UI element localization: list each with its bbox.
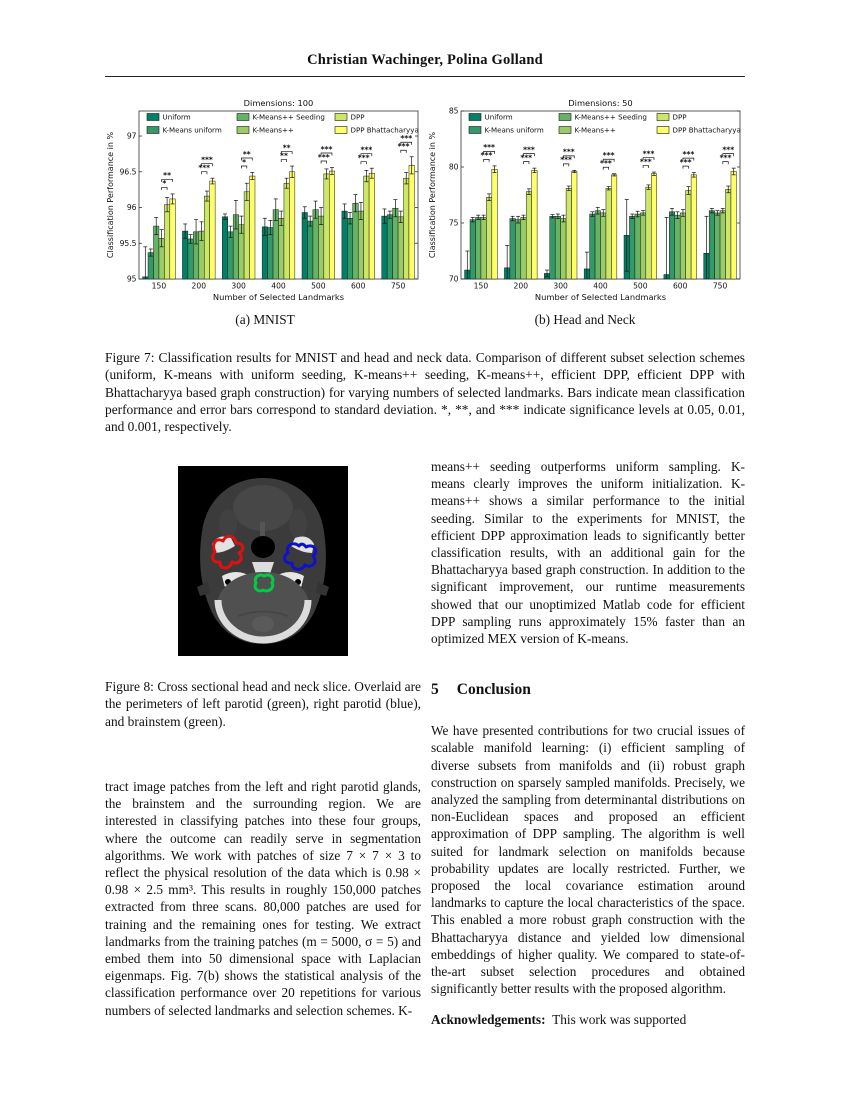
ct-airway	[251, 536, 275, 558]
svg-text:*: *	[242, 157, 247, 167]
svg-text:Dimensions: 100: Dimensions: 100	[243, 98, 314, 108]
svg-text:400: 400	[271, 281, 286, 291]
svg-text:Classification Performance in: Classification Performance in %	[428, 131, 437, 259]
svg-text:200: 200	[191, 281, 207, 291]
chart-mnist	[105, 95, 423, 309]
svg-text:400: 400	[593, 281, 608, 291]
right-column	[431, 458, 745, 1029]
ct-nasal-septum	[260, 522, 265, 536]
svg-text:750: 750	[390, 281, 406, 291]
section-heading-conclusion	[431, 681, 745, 699]
svg-text:DPP: DPP	[672, 112, 687, 122]
significance-brackets	[480, 143, 734, 170]
svg-text:97: 97	[126, 131, 137, 141]
svg-text:***: ***	[198, 163, 211, 173]
svg-text:85: 85	[448, 106, 459, 116]
acknowledgements-paragraph	[431, 1011, 745, 1028]
svg-text:150: 150	[473, 281, 489, 291]
figure7-charts	[105, 95, 745, 309]
figure7-caption: Figure 7: Classification results for MNIST and head and neck data. Comparison of different subset selection schemes (uniform, K-means with uniform seeding, K-means++ seeding, K-means++, efficient DPP, efficient DPP with Bhattacharyya based graph construction) for varying numbers of selected landmarks. Bars indicate mean classification performance and error bars correspond to standard deviation. *, **, and *** indicate significance levels at 0.05, 0.01, and 0.001, respectively.	[105, 350, 745, 435]
left-column	[105, 458, 421, 1019]
section-title: Conclusion	[456, 681, 531, 699]
section-number: 5	[431, 681, 439, 699]
ct-right-temporal	[289, 509, 307, 539]
svg-text:***: ***	[562, 147, 575, 157]
svg-text:Number of Selected Landmarks: Number of Selected Landmarks	[212, 292, 345, 302]
svg-text:***: ***	[360, 145, 373, 155]
svg-text:K-Means++ Seeding: K-Means++ Seeding	[252, 112, 325, 122]
svg-text:DPP Bhattacharyya: DPP Bhattacharyya	[350, 125, 419, 135]
svg-text:***: ***	[642, 149, 655, 159]
figure8-caption: Figure 8: Cross sectional head and neck slice. Overlaid are the perimeters of left parotid (green), right parotid (blue), and brainstem (green).	[105, 679, 421, 729]
svg-text:95.5: 95.5	[119, 238, 137, 248]
svg-text:500: 500	[633, 281, 648, 291]
svg-text:DPP: DPP	[350, 112, 365, 122]
svg-text:96.5: 96.5	[119, 167, 137, 177]
svg-text:Classification Performance in: Classification Performance in %	[106, 131, 115, 259]
svg-text:80: 80	[448, 162, 459, 172]
svg-text:200: 200	[513, 281, 529, 291]
subcaption-a: (a) MNIST	[235, 312, 295, 327]
svg-text:***: ***	[520, 153, 533, 163]
legend	[469, 113, 741, 135]
svg-text:***: ***	[201, 155, 213, 165]
svg-text:K-Means++: K-Means++	[574, 125, 616, 135]
svg-text:95: 95	[126, 274, 137, 284]
svg-text:Uniform: Uniform	[162, 112, 191, 122]
svg-text:***: ***	[719, 153, 732, 163]
svg-text:K-Means++: K-Means++	[252, 125, 294, 135]
left-column-paragraph: tract image patches from the left and right parotid glands, the brainstem and the surrounding region. We are interested in classifying patches into these four groups, where the outcome can readily serve in segmentation algorithms. We work with patches of size 7 × 7 × 3 to reflect the physical resolution of the data which is 0.98 × 0.98 × 2.5 mm³. This results in roughly 150,000 patches extracted from three scans. 80,000 patches are used for training and the remaining ones for testing. We extract landmarks from the training patches (m = 5000, σ = 5) and embed them into 50 dimensional space with Laplacian eigenmaps. Fig. 7(b) shows the statistical analysis of the classification performance over 20 repetitions for various numbers of selected landmarks and selection schemes. K-	[105, 778, 421, 1018]
svg-text:K-Means++ Seeding: K-Means++ Seeding	[574, 112, 647, 122]
svg-text:*: *	[162, 179, 167, 189]
svg-text:***: ***	[357, 153, 370, 163]
conclusion-paragraph: We have presented contributions for two crucial issues of scalable manifold learning: (i) efficient sampling of diverse subsets from manifolds and (ii) robust graph construction on sparsely sampled manifolds. Precisely, we analyzed the sampling from determinantal distributions on non-Euclidean spaces and proposed an efficient approximation of DPP sampling. The algorithm is well suited for landmark selection on manifolds because probability updates are locally restricted. Further, we proposed the local covariance estimation around landmarks to capture the local characteristics of the space. This enabled a more robust graph construction with the Bhattacharyya distance and yielded low dimensional embeddings of higher quality. We compared to state-of-the-art subset selection procedures and obtained significantly better results with the proposed algorithm.	[431, 723, 745, 997]
svg-text:75: 75	[448, 218, 459, 228]
svg-text:***: ***	[682, 149, 695, 159]
svg-text:300: 300	[231, 281, 246, 291]
svg-text:600: 600	[672, 281, 688, 291]
svg-text:***: ***	[639, 157, 652, 167]
svg-text:***: ***	[600, 159, 612, 169]
svg-text:**: **	[282, 143, 291, 153]
svg-text:***: ***	[400, 134, 413, 144]
svg-text:Dimensions: 50: Dimensions: 50	[568, 98, 633, 108]
svg-text:**: **	[242, 149, 251, 159]
chart-head-and-neck	[427, 95, 745, 309]
subcaption-b: (b) Head and Neck	[534, 312, 636, 327]
legend	[147, 113, 419, 135]
svg-text:Uniform: Uniform	[484, 112, 513, 122]
svg-text:K-Means uniform: K-Means uniform	[484, 125, 544, 135]
svg-text:70: 70	[448, 274, 459, 284]
bars	[465, 169, 737, 279]
svg-text:***: ***	[523, 145, 535, 155]
svg-text:500: 500	[311, 281, 326, 291]
svg-text:**: **	[163, 171, 172, 181]
svg-text:K-Means uniform: K-Means uniform	[162, 125, 222, 135]
ct-left-temporal	[219, 509, 237, 539]
svg-text:***: ***	[602, 151, 615, 161]
svg-text:***: ***	[317, 152, 330, 162]
svg-text:750: 750	[712, 281, 728, 291]
svg-text:***: ***	[560, 155, 572, 165]
svg-text:***: ***	[320, 144, 333, 154]
svg-text:300: 300	[553, 281, 568, 291]
svg-text:**: **	[280, 151, 288, 161]
svg-text:***: ***	[722, 145, 735, 155]
svg-text:***: ***	[480, 151, 493, 161]
bars	[143, 165, 415, 279]
svg-text:***: ***	[483, 143, 495, 153]
svg-text:150: 150	[151, 281, 167, 291]
right-column-paragraph: means++ seeding outperforms uniform sampling. K-means clearly improves the uniform initialization. K-means++ shows a similar performance to the initial seeding. Similar to the experiments for MNIST, the efficient DPP approximation leads to significantly better classification results, with an additional gain for the Bhattacharyya based graph construction. In addition to the significant improvement, our runtime measurements showed that our unoptimized Matlab code for efficient DPP sampling runs approximately 15% faster than an optimized MEX version of K-means.	[431, 459, 745, 647]
figure7-subcaptions	[105, 312, 745, 328]
svg-text:600: 600	[350, 281, 366, 291]
svg-text:***: ***	[679, 157, 692, 167]
figure8-ct-image	[178, 466, 348, 656]
header-rule	[105, 76, 745, 77]
svg-text:DPP Bhattacharyya: DPP Bhattacharyya	[672, 125, 741, 135]
svg-text:96: 96	[126, 203, 137, 213]
svg-text:Number of Selected Landmarks: Number of Selected Landmarks	[534, 292, 667, 302]
ct-vermis	[252, 616, 274, 632]
page-header-authors: Christian Wachinger, Polina Golland	[307, 52, 543, 68]
acknowledgements-text: This work was supported	[552, 1012, 687, 1028]
acknowledgements-label: Acknowledgements:	[431, 1012, 546, 1028]
svg-text:***: ***	[397, 142, 410, 152]
